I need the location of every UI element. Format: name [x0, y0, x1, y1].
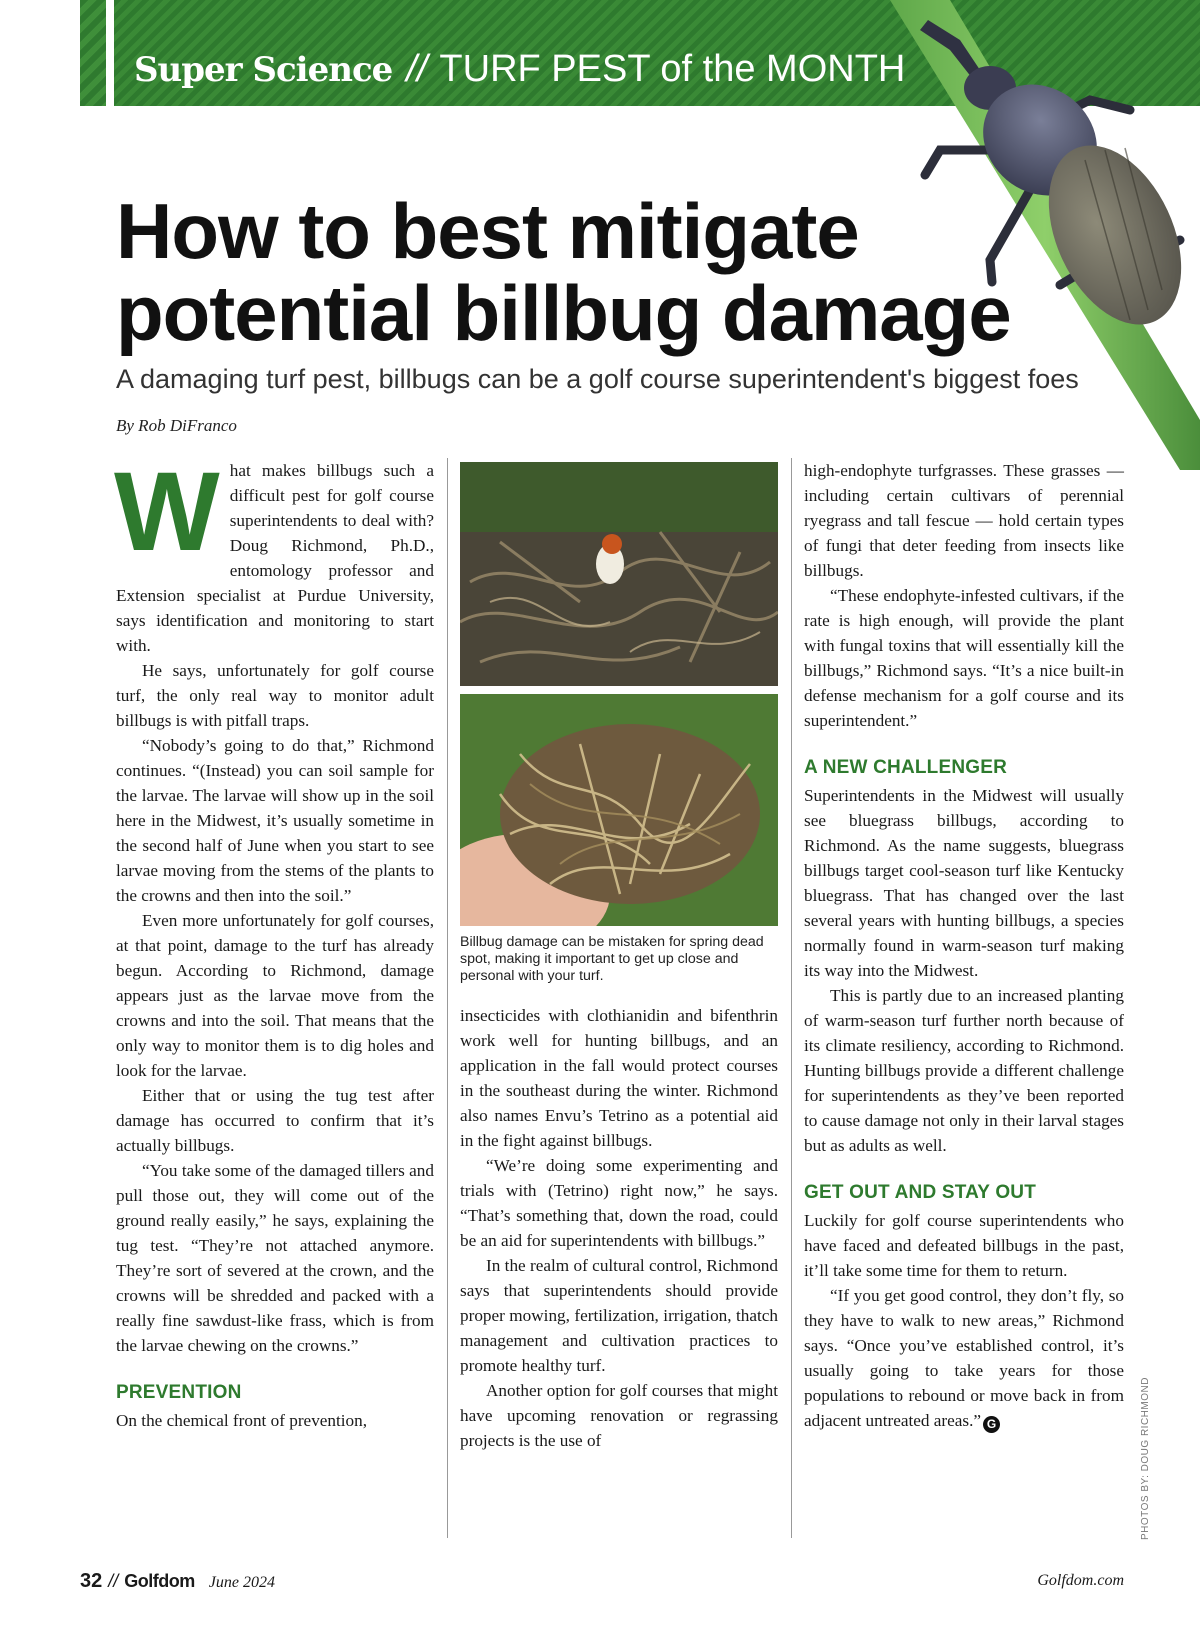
article-deck: A damaging turf pest, billbugs can be a golf course superintendent's biggest foes — [116, 364, 1079, 394]
paragraph: “You take some of the damaged tillers and pull those out, they will come out of the ground really easily,” he says, explaining the tug test. “They’re not attached anymore. They’re sort of severed at the crown, and the crowns will be shredded and packed with a really fine sawdust-like frass, which is from the larvae chewing on the crowns.” — [116, 1161, 434, 1355]
photo-credit: PHOTOS BY: DOUG RICHMOND — [1140, 1377, 1151, 1540]
subhead-get-out-and-stay-out: GET OUT AND STAY OUT — [804, 1182, 1037, 1203]
magazine-brand: Golfdom — [124, 1571, 195, 1591]
paragraph: “These endophyte-infested cultivars, if the rate is high enough, will provide the plant with fungal toxins that will essentially kill the billbugs,” Richmond says. “It’s a nice built-in defense mechanism for a golf course and its superintendent.” — [804, 586, 1124, 730]
drop-cap: W — [114, 449, 220, 574]
article-column-3 — [804, 458, 1124, 1433]
page-number: 32 — [80, 1570, 103, 1592]
paragraph: On the chemical front of prevention, — [116, 1411, 368, 1430]
end-mark-icon: G — [983, 1416, 1000, 1433]
paragraph: insecticides with clothianidin and bifenthrin work well for hunting billbugs, and an application in the fall would protect courses in the southeast during the winter. Richmond also names Envu’s Tetrino as a potential aid in the fight against billbugs. — [460, 1006, 778, 1150]
section-kicker — [134, 44, 905, 95]
website-link[interactable]: Golfdom.com — [1037, 1572, 1124, 1589]
byline: By Rob DiFranco — [116, 416, 237, 435]
kicker-separator: // — [406, 48, 428, 90]
damaged-turf-photo — [460, 694, 778, 926]
page-footer — [80, 1570, 1124, 1600]
subhead-new-challenger: A NEW CHALLENGER — [804, 757, 1008, 778]
paragraph: Another option for golf courses that might have upcoming renovation or regrassing projects is the use of — [460, 1381, 778, 1450]
paragraph: What makes billbugs such a difficult pest for golf course superintendents to deal with? Doug Richmond, Ph.D., entomology professor and Extension specialist at Purdue University, says identification and monitoring to start with. — [114, 449, 434, 655]
subhead-prevention: PREVENTION — [116, 1382, 242, 1403]
issue-date: June 2024 — [208, 1574, 275, 1591]
footer-separator: // — [108, 1571, 119, 1591]
paragraph: “Nobody’s going to do that,” Richmond continues. “(Instead) you can soil sample for the larvae. The larvae will show up in the soil here in the Midwest, it’s usually sometime in the second half of June when you start to see larvae moving from the stems of the plants to the crowns and then into the soil.” — [116, 736, 434, 905]
header-accent-stripe — [80, 0, 106, 106]
paragraph: In the realm of cultural control, Richmond says that superintendents should provide proper mowing, fertilization, irrigation, thatch management and cultivation practices to promote healthy turf. — [460, 1256, 778, 1375]
article-column-1 — [114, 449, 434, 1433]
paragraph: He says, unfortunately for golf course turf, the only real way to monitor adult billbugs is with pitfall traps. — [116, 661, 434, 730]
paragraph: This is partly due to an increased planting of warm-season turf further north because of its climate resiliency, according to Richmond. Hunting billbugs provide a different challenge for superintendents as they’ve been reported to cause damage not only in their larval stages but as adults as well. — [804, 986, 1124, 1155]
paragraph: Either that or using the tug test after damage has occurred to confirm that it’s actually billbugs. — [116, 1086, 434, 1155]
billbug-larva-photo — [460, 462, 778, 686]
paragraph: Even more unfortunately for golf courses, at that point, damage to the turf has already begun. According to Richmond, damage appears just as the larvae move from the crowns and into the soil. That means that the only way to monitor them is to dig holes and look for the larvae. — [116, 911, 434, 1080]
paragraph: “We’re doing some experimenting and trials with (Tetrino) right now,” he says. “That’s something that, down the road, could be an aid for superintendents with billbugs.” — [460, 1156, 778, 1250]
column-divider — [791, 458, 792, 1538]
section-name: Super Science — [134, 50, 393, 90]
paragraph: Luckily for golf course superintendents who have faced and defeated billbugs in the past, it’ll take some time for them to return. — [804, 1211, 1124, 1280]
photo-caption: Billbug damage can be mistaken for spring dead spot, making it important to get up close and personal with your turf. — [460, 934, 764, 984]
paragraph: “If you get good control, they don’t fly, so they have to walk to new areas,” Richmond says. “Once you’ve established control, it’s usually going to take years for those populations to rebound or move back in from adjacent untreated areas.” G — [804, 1286, 1124, 1431]
article-headline: How to best mitigate potential billbug damage — [116, 187, 1011, 357]
column-divider — [447, 458, 448, 1538]
paragraph: high-endophyte turfgrasses. These grasses — including certain cultivars of perennial ryegrass and tall fescue — hold certain types of fungi that deter feeding from insects like billbugs. — [804, 461, 1124, 580]
column-name: TURF PEST of the MONTH — [439, 48, 906, 90]
paragraph: Superintendents in the Midwest will usually see bluegrass billbugs, according to Richmond. As the name suggests, bluegrass billbugs target cool-season turf like Kentucky bluegrass. That has changed over the last several years with hunting billbugs, a species normally found in warm-season turf making its way into the Midwest. — [804, 786, 1124, 980]
article-column-2 — [460, 1003, 778, 1453]
